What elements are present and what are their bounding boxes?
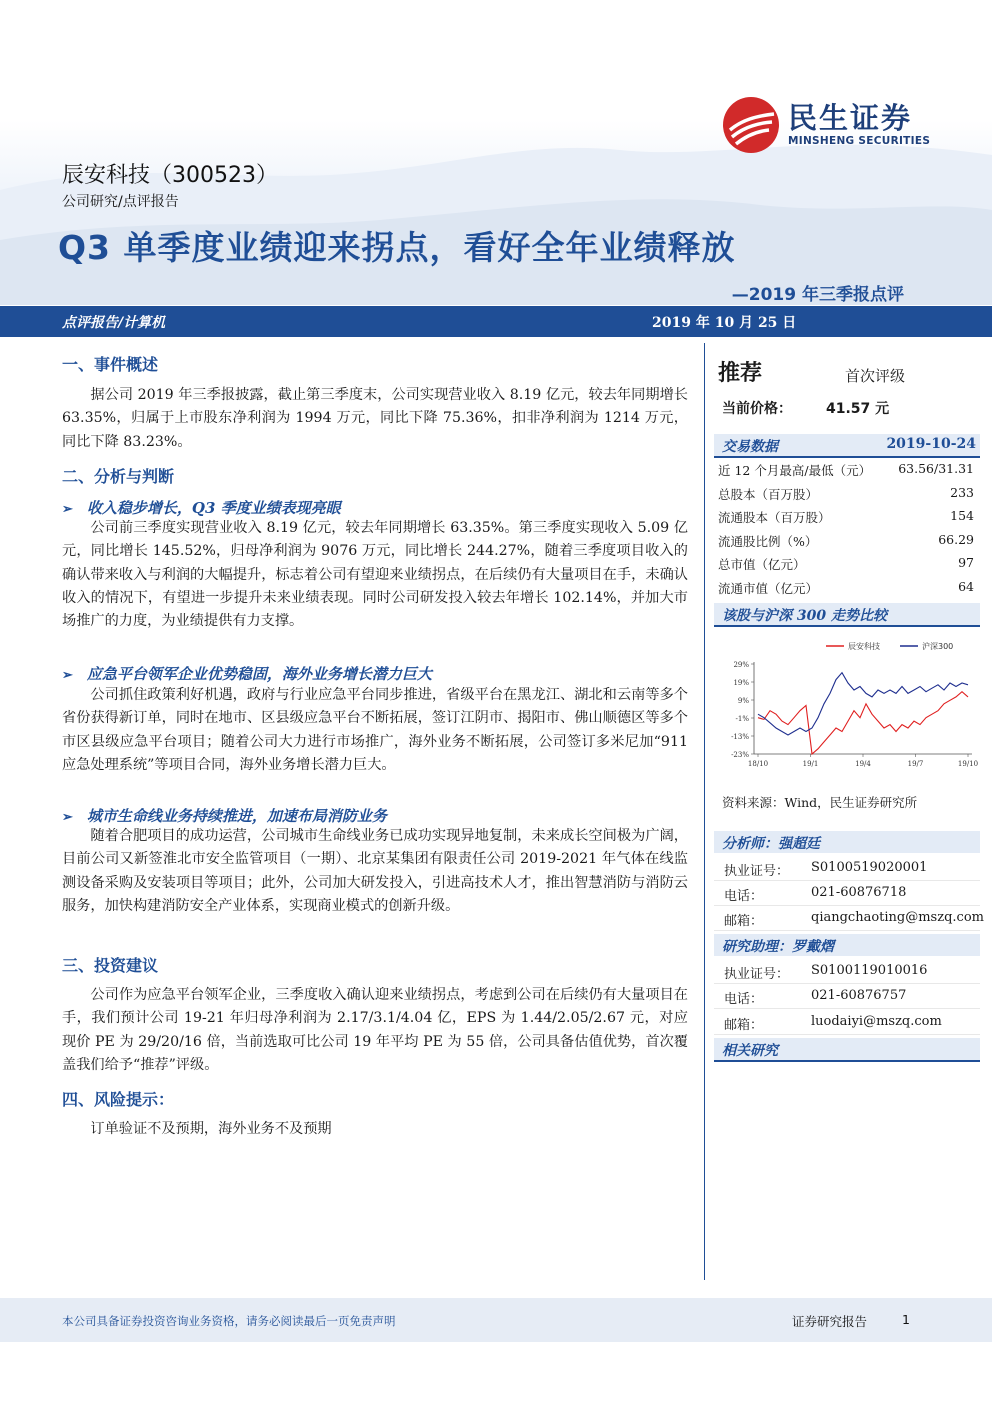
paragraph-risk: 订单验证不及预期，海外业务不及预期 xyxy=(90,1121,332,1137)
category-label: 点评报告/计算机 xyxy=(62,315,166,331)
trade-row-value: 66.29 xyxy=(938,532,974,547)
analyst-row-value: S0100519020001 xyxy=(811,860,928,875)
trend-chart xyxy=(714,638,980,778)
y-tick-label: 9% xyxy=(737,697,749,705)
subsection-platform xyxy=(62,663,432,684)
x-tick-label: 19/1 xyxy=(802,760,819,768)
price-value: 41.57 元 xyxy=(826,401,890,417)
price-label: 当前价格： xyxy=(722,401,792,417)
analyst-row-value: 021-60876718 xyxy=(811,885,907,900)
trade-row-value: 64 xyxy=(958,579,974,594)
trade-row-key: 流通股比例（%） xyxy=(718,534,818,549)
x-tick-label: 19/4 xyxy=(855,760,871,768)
y-tick-label: 29% xyxy=(733,661,749,669)
trade-row-value: 233 xyxy=(950,485,974,500)
footer-report-label: 证券研究报告 xyxy=(792,1314,868,1329)
chart-source: 资料来源：Wind，民生证券研究所 xyxy=(722,795,918,810)
logo-en-text: MINSHENG SECURITIES xyxy=(788,135,931,147)
trade-data-title: 交易数据 xyxy=(722,439,778,455)
assistant-row xyxy=(714,984,980,1009)
logo-emblem-icon xyxy=(722,96,780,154)
chart-title: 该股与沪深 300 走势比较 xyxy=(722,608,887,624)
legend-label: 沪深300 xyxy=(922,642,954,651)
column-divider xyxy=(704,343,705,1280)
report-subtitle: —2019 年三季报点评 xyxy=(731,285,904,305)
subsection-platform-text: 应急平台领军企业优势稳固，海外业务增长潜力巨大 xyxy=(86,665,432,683)
paragraph-event: 据公司 2019 年三季报披露，截止第三季度末，公司实现营业收入 8.19 亿元，较去年同期增长 63.35%，归属于上市股东净利润为 1994 万元，同比下降 75.36%，扣非净利润为 1214 万元，同比下降 83.23%。 xyxy=(62,387,688,450)
trade-data-date: 2019-10-24 xyxy=(886,436,976,452)
analyst-row xyxy=(714,881,980,906)
x-tick-label: 19/7 xyxy=(907,760,924,768)
assistant-row-value: 021-60876757 xyxy=(811,988,907,1003)
section-title-analysis: 二、分析与判断 xyxy=(62,467,175,486)
trade-row xyxy=(714,529,980,553)
x-tick-label: 19/10 xyxy=(957,760,979,768)
assistant-row-key: 执业证号： xyxy=(724,967,790,982)
paragraph-investment: 公司作为应急平台领军企业，三季度收入确认迎来业绩拐点，考虑到公司在后续仍有大量项目在手，我们预计公司 19-21 年归母净利润为 2.17/3.1/4.04 亿，EPS 为 1.44/2.05/2.67 元，对应现价 PE 为 29/20/16 倍，当前选取可比公司 19 年平均 PE 为 55 倍，公司具备估值优势，首次覆盖我们给予“推荐”评级。 xyxy=(62,987,688,1073)
assistant-title: 研究助理：罗戴熠 xyxy=(722,939,834,955)
assistant-row-key: 电话： xyxy=(724,992,764,1007)
trade-row-value: 63.56/31.31 xyxy=(898,461,974,476)
trade-row xyxy=(714,576,980,600)
x-tick-label: 18/10 xyxy=(747,760,769,768)
trade-row xyxy=(714,505,980,529)
legend-label: 辰安科技 xyxy=(848,642,880,651)
trade-row-value: 154 xyxy=(950,508,974,523)
assistant-email[interactable]: luodaiyi@mszq.com xyxy=(811,1014,942,1029)
trade-row-key: 总股本（百万股） xyxy=(718,487,819,502)
trade-row-key: 近 12 个月最高/最低（元） xyxy=(718,463,872,478)
assistant-header xyxy=(714,934,980,956)
paragraph-platform: 公司抓住政策利好机遇，政府与行业应急平台同步推进，省级平台在黑龙江、湖北和云南等多个省份获得新订单，同时在地市、区县级应急平台不断拓展，签订江阴市、揭阳市、佛山顺德区等多个市区县级应急平台项目；随着公司大力进行市场推广，海外业务不断拓展，公司签订多米尼加“911 应急处理系统”等项目合同，海外业务增长潜力巨大。 xyxy=(62,687,688,773)
trend-chart-svg xyxy=(714,638,980,778)
report-date: 2019 年 10 月 25 日 xyxy=(652,315,797,331)
section-title-investment: 三、投资建议 xyxy=(62,956,159,975)
trade-row xyxy=(714,552,980,576)
analyst-row-key: 执业证号： xyxy=(724,864,790,879)
logo xyxy=(722,96,930,154)
y-tick-label: -23% xyxy=(731,751,749,759)
rating: 首次评级 xyxy=(845,367,906,385)
subsection-revenue xyxy=(62,497,341,518)
y-tick-label: -13% xyxy=(731,733,749,741)
trade-row-key: 总市值（亿元） xyxy=(718,557,806,572)
arrow-bullet-icon: ➢ xyxy=(62,668,73,683)
report-title: Q3 单季度业绩迎来拐点，看好全年业绩释放 xyxy=(58,228,736,267)
assistant-row xyxy=(714,1010,980,1035)
arrow-bullet-icon: ➢ xyxy=(62,810,73,825)
y-tick-label: 19% xyxy=(733,679,749,687)
section-title-event: 一、事件概述 xyxy=(62,355,159,374)
trade-row xyxy=(714,458,980,482)
chart-header xyxy=(714,603,980,627)
trade-row xyxy=(714,482,980,506)
subsection-lifeline-text: 城市生命线业务持续推进，加速布局消防业务 xyxy=(86,807,387,825)
analyst-row xyxy=(714,856,980,881)
series-line xyxy=(758,673,968,735)
trade-row-key: 流通市值（亿元） xyxy=(718,581,819,596)
paragraph-lifeline: 随着合肥项目的成功运营，公司城市生命线业务已成功实现异地复制，未来成长空间极为广阔，目前公司又新签淮北市安全监管项目（一期）、北京某集团有限责任公司 2019-2021 年气体在线监测设备采购及安装项目等项目；此外，公司加大研发投入，引进高技术人才，推出智慧消防与消防云服务，加快构建消防安全产业体系，实现商业模式的创新升级。 xyxy=(62,828,688,914)
assistant-row-value: S0100119010016 xyxy=(811,963,928,978)
logo-cn-text: 民生证券 xyxy=(788,101,913,135)
arrow-bullet-icon: ➢ xyxy=(62,502,73,517)
trade-row-key: 流通股本（百万股） xyxy=(718,510,831,525)
related-title: 相关研究 xyxy=(722,1043,778,1059)
analyst-row-key: 电话： xyxy=(724,889,764,904)
analyst-email[interactable]: qiangchaoting@mszq.com xyxy=(811,910,984,925)
recommendation: 推荐 xyxy=(718,361,763,386)
related-header xyxy=(714,1038,980,1062)
subsection-revenue-text: 收入稳步增长，Q3 季度业绩表现亮眼 xyxy=(86,499,341,517)
assistant-row xyxy=(714,959,980,984)
analyst-title: 分析师：强超廷 xyxy=(722,836,820,852)
analyst-row xyxy=(714,906,984,931)
y-tick-label: -1% xyxy=(735,715,749,723)
report-type: 公司研究/点评报告 xyxy=(62,194,179,210)
company-name: 辰安科技（300523） xyxy=(62,163,278,188)
paragraph-revenue: 公司前三季度实现营业收入 8.19 亿元，较去年同期增长 63.35%。第三季度实现收入 5.09 亿元，同比增长 145.52%，归母净利润为 9076 万元，同比增长 244.27%，随着三季度项目收入的确认带来收入与利润的大幅提升，标志着公司有望迎来业绩拐点，在后续仍有大量项目在手，未确认收入的情况下，有望进一步提升未来业绩表现。同时公司研发投入较去年增长 102.14%，并加大市场推广的力度，为业绩提供有力支撑。 xyxy=(62,520,688,630)
series-line xyxy=(758,692,968,754)
section-title-risk: 四、风险提示： xyxy=(62,1090,175,1109)
subsection-lifeline xyxy=(62,805,387,826)
trade-data-header xyxy=(714,434,980,458)
page-number: 1 xyxy=(902,1312,910,1327)
footer-disclaimer[interactable]: 本公司具备证券投资咨询业务资格，请务必阅读最后一页免责声明 xyxy=(62,1314,396,1328)
assistant-row-key: 邮箱： xyxy=(724,1018,764,1033)
analyst-row-key: 邮箱： xyxy=(724,914,764,929)
analyst-header xyxy=(714,831,980,853)
trade-row-value: 97 xyxy=(958,555,974,570)
